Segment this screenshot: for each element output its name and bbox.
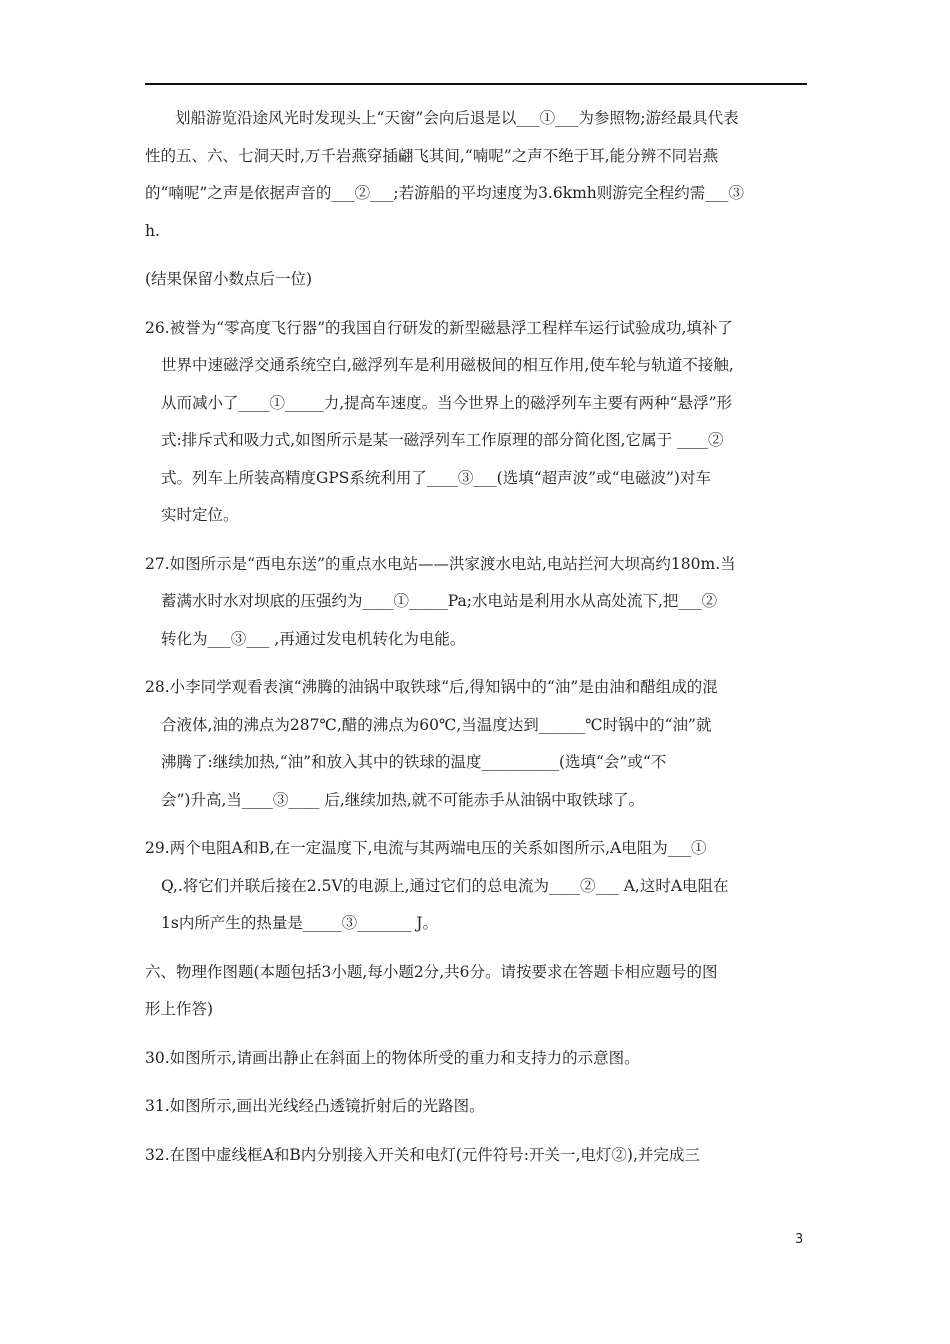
text-line: 划船游览沿途风光时发现头上“天窗”会向后退是以___①___为参照物;游经最具代表 (175, 109, 739, 127)
text-line: 27.如图所示是“西电东送”的重点水电站——洪家渡水电站,电站拦河大坝高约180m.当 (145, 554, 736, 573)
text-line: 式。列车上所装高精度GPS系统利用了____③___(选填“超声波”或“电磁波”)对车 (161, 468, 711, 487)
page-number: 3 (795, 1232, 804, 1247)
text-line: Q,.将它们并联后接在2.5V的电源上,通过它们的总电流为____②___ A,这时A电阻在 (161, 876, 729, 895)
question-32 (145, 1137, 807, 1175)
question-30 (145, 1040, 807, 1078)
text-line: 从而减小了____①_____力,提高车速度。当今世界上的磁浮列车主要有两种“悬浮”形 (161, 393, 733, 412)
text-line: 1s内所产生的热量是_____③_______ J。 (161, 914, 438, 932)
text-line: 六、物理作图题(本题包括3小题,每小题2分,共6分。请按要求在答题卡相应题号的图 (145, 962, 718, 981)
text-line: 26.被誉为“零高度飞行器”的我国自行研发的新型磁悬浮工程样车运行试验成功,填补了 (145, 318, 733, 337)
text-line: h. (145, 221, 160, 240)
text-line: 31.如图所示,画出光线经凸透镜折射后的光路图。 (145, 1097, 485, 1115)
text-line: 转化为___③___ ,再通过发电机转化为电能。 (161, 629, 466, 648)
paragraph-intro (145, 100, 807, 250)
question-29 (145, 830, 807, 943)
text-line: 29.两个电阻A和B,在一定温度下,电流与其两端电压的关系如图所示,A电阻为___① (145, 839, 707, 857)
text-line: 形上作答) (145, 1000, 214, 1018)
document-body (145, 100, 807, 1174)
text-line: 合液体,油的沸点为287℃,醋的沸点为60℃,当温度达到______℃时锅中的“油”就 (161, 715, 712, 734)
section-six-heading (145, 954, 807, 1029)
text-line: 的“喃呢”之声是依据声音的___②___;若游船的平均速度为3.6kmh则游完全程约需___③ (145, 184, 745, 202)
header-rule (145, 83, 807, 85)
question-27 (145, 546, 807, 659)
text-line: 会”)升高,当____③____ 后,继续加热,就不可能赤手从油锅中取铁球了。 (161, 790, 645, 809)
text-line: 实时定位。 (161, 506, 239, 524)
text-line: 性的五、六、七洞天时,万千岩燕穿插翩飞其间,“喃呢”之声不绝于耳,能分辨不同岩燕 (145, 146, 719, 165)
question-31 (145, 1088, 807, 1126)
text-line: 30.如图所示,请画出静止在斜面上的物体所受的重力和支持力的示意图。 (145, 1048, 640, 1067)
text-line: 32.在图中虚线框A和B内分别接入开关和电灯(元件符号:开关一,电灯②),并完成三 (145, 1145, 700, 1164)
text-line: 蓄满水时水对坝底的压强约为____①_____Pa;水电站是利用水从高处流下,把___② (161, 592, 718, 610)
text-line: (结果保留小数点后一位) (145, 270, 313, 288)
question-26 (145, 310, 807, 535)
text-line: 沸腾了:继续加热,“油”和放入其中的铁球的温度__________(选填“会”或“不 (161, 753, 667, 771)
text-line: 式:排斥式和吸力式,如图所示是某一磁浮列车工作原理的部分简化图,它属于 ____② (161, 431, 724, 449)
text-line: 28.小李同学观看表演“沸腾的油锅中取铁球“后,得知锅中的“油”是由油和醋组成的混 (145, 678, 718, 696)
text-line: 世界中速磁浮交通系统空白,磁浮列车是利用磁极间的相互作用,使车轮与轨道不接触, (161, 356, 734, 374)
paragraph-note (145, 261, 807, 299)
question-28 (145, 669, 807, 819)
